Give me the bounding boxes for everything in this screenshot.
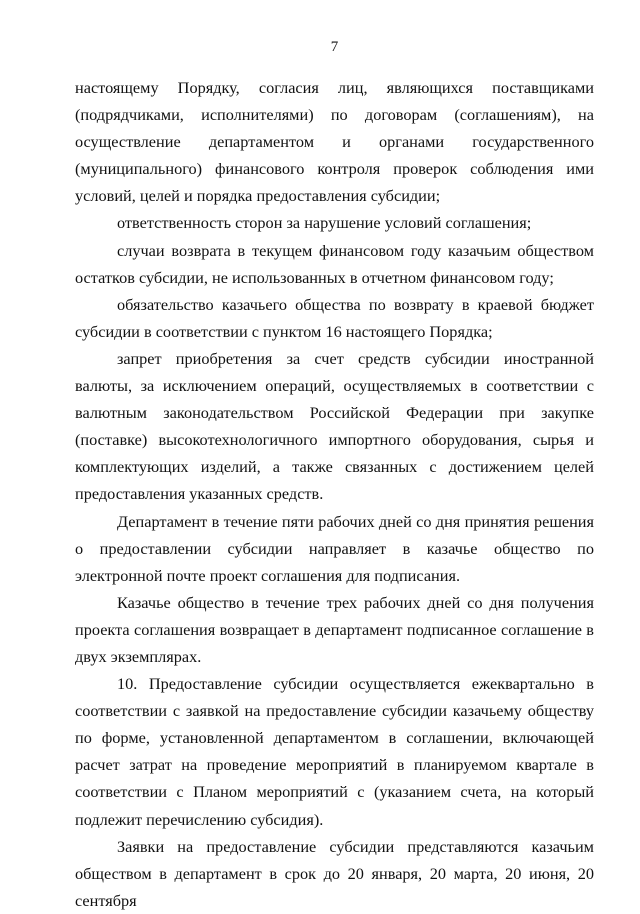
paragraph-society-returns-agreement: Казачье общество в течение трех рабочих дней со дня получения проекта соглашения возвращает в департамент подписанное соглашение в двух экземплярах.: [75, 592, 594, 666]
paragraph-responsibility: ответственность сторон за нарушение условий соглашения;: [117, 213, 532, 233]
paragraph-department-sends-draft: Департамент в течение пяти рабочих дней со дня принятия решения о предоставлении субсидии направляет в казачье общество по электронной почте проект соглашения для подписания.: [75, 511, 594, 585]
page-number: 7: [330, 39, 339, 55]
paragraph-item-10: 10. Предоставление субсидии осуществляется ежеквартально в соответствии с заявкой на предоставление субсидии казачьему обществу по форме, установленной департаментом в соглашении, включающей расчет затрат на проведение мероприятий в планируемом квартале в соответствии с Планом мероприятий с (указанием счета, на который подлежит перечислению субсидия).: [75, 674, 594, 829]
paragraph-return-obligation: обязательство казачьего общества по возврату в краевой бюджет субсидии в соответствии с пунктом 16 настоящего Порядка;: [75, 294, 594, 341]
paragraph-application-deadlines: Заявки на предоставление субсидии представляются казачьим обществом в департамент в срок до 20 января, 20 марта, 20 июня, 20 сентября: [75, 836, 594, 910]
paragraph-currency-prohibition: запрет приобретения за счет средств субсидии иностранной валюты, за исключением операций, осуществляемых в соответствии с валютным законодательством Российской Федерации при закупке (поставке) высокотехнологичного импортного оборудования, сырья и комплектующих изделий, а также связанных с достижением целей предоставления указанных средств.: [75, 348, 594, 504]
document-body: [75, 74, 594, 914]
paragraph-consent-continuation: настоящему Порядку, согласия лиц, являющихся поставщиками (подрядчиками, исполнителями) по договорам (соглашениям), на осуществление департаментом и органами государственного (муниципального) финансового контроля проверок соблюдения ими условий, целей и порядка предоставления субсидии;: [75, 78, 594, 206]
paragraph-return-cases: случаи возврата в текущем финансовом году казачьим обществом остатков субсидии, не использованных в отчетном финансовом году;: [75, 240, 594, 287]
